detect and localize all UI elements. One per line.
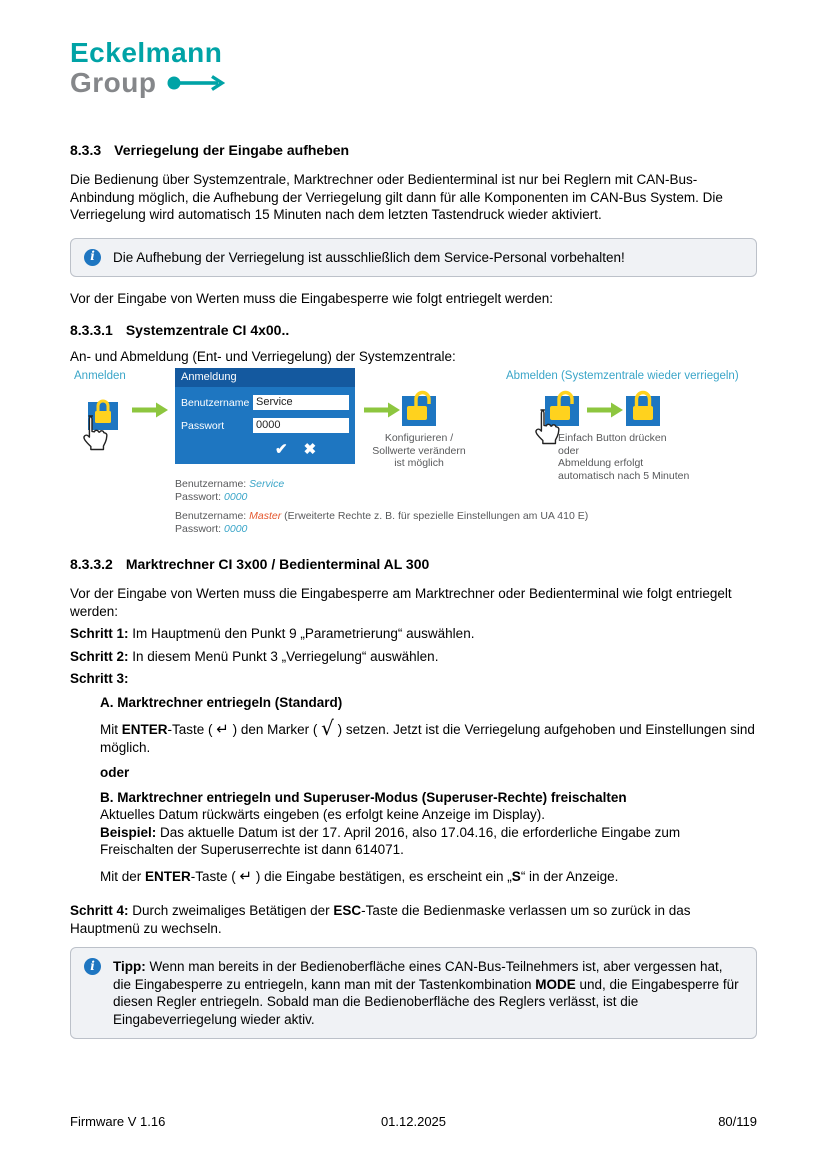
option-a-text: Mit ENTER-Taste ( ↵ ) den Marker ( √ ) setzen. Jetzt ist die Verriegelung aufgehoben und Einstellungen sind möglich.	[100, 716, 755, 755]
unlocked-button-icon	[402, 386, 436, 431]
locked-button-icon	[626, 386, 660, 431]
option-b-text: Aktuelles Datum rückwärts eingeben (es erfolgt keine Anzeige im Display).	[100, 807, 545, 822]
heading-title: Marktrechner CI 3x00 / Bedienterminal AL 300	[125, 556, 430, 572]
heading-8-3-3-2	[70, 556, 757, 572]
option-separator: oder	[100, 765, 130, 780]
configure-caption	[344, 432, 494, 470]
option-a-title: A. Marktrechner entriegeln (Standard)	[100, 694, 343, 710]
caption-line: Einfach Button drücken	[558, 432, 667, 444]
abmelden-caption	[558, 432, 689, 482]
logo-name-text: Eckelmann	[70, 37, 223, 68]
credential-line: Passwort: 0000	[175, 522, 248, 535]
paragraph-833-intro: Die Bedienung über Systemzentrale, Marktrechner oder Bedienterminal ist nur bei Reglern mit CAN-Bus-Anbindung möglich, die Aufhebung der Verriegelung gilt dann für alle Komponenten im CAN-Bus System. Die Verriegelung wird automatisch 15 Minuten nach dem letzten Tastendruck wieder aktiviert.	[70, 172, 723, 222]
login-logout-diagram	[70, 368, 757, 536]
footer-date: 01.12.2025	[380, 1114, 447, 1129]
step-1: Schritt 1: Im Hauptmenü den Punkt 9 „Parametrierung“ auswählen.	[70, 626, 475, 641]
credential-line: Passwort: 0000	[175, 490, 248, 503]
info-box-text: Die Aufhebung der Verriegelung ist ausschließlich dem Service-Personal vorbehalten!	[113, 249, 625, 265]
tip-box	[70, 947, 757, 1039]
heading-8-3-3	[70, 142, 757, 158]
footer-firmware: Firmware V 1.16	[70, 1114, 166, 1129]
password-label: Passwort	[181, 419, 225, 432]
caption-line: Abmeldung erfolgt	[558, 457, 644, 469]
credential-line: Benutzername: Service	[175, 478, 285, 490]
logo-group-text: Group	[70, 67, 157, 98]
dialog-title: Anmeldung	[175, 368, 355, 387]
info-icon: i	[84, 958, 101, 975]
anmelden-label: Anmelden	[74, 370, 126, 382]
caption-line: Sollwerte verändern	[372, 444, 466, 457]
arrow-right-icon	[364, 402, 400, 418]
step-4: Schritt 4: Durch zweimaliges Betätigen der ESC-Taste die Bedienmaske verlassen um so zurück in das Hauptmenü zu wechseln.	[70, 903, 691, 936]
step-2: Schritt 2: In diesem Menü Punkt 3 „Verriegelung“ auswählen.	[70, 648, 439, 664]
heading-title: Systemzentrale CI 4x00..	[125, 321, 290, 338]
paragraph-8332-intro: Vor der Eingabe von Werten muss die Eingabesperre am Marktrechner oder Bedienterminal wie folgt entriegelt werden:	[70, 586, 732, 619]
hand-cursor-icon	[78, 414, 108, 457]
paragraph-8331-intro: An- und Abmeldung (Ent- und Verriegelung) der Systemzentrale:	[70, 348, 456, 364]
cancel-button-icon: ✖	[303, 441, 317, 458]
page-footer	[70, 1114, 757, 1129]
arrow-right-icon	[132, 402, 168, 418]
confirm-button-icon: ✔	[275, 441, 288, 458]
info-icon: i	[84, 249, 101, 266]
heading-number: 8.3.3	[70, 142, 102, 158]
anmeldung-dialog	[175, 368, 355, 464]
eckelmann-logo	[70, 38, 757, 98]
caption-line: automatisch nach 5 Minuten	[558, 469, 690, 482]
hand-cursor-icon	[530, 408, 560, 451]
arrow-right-icon	[587, 402, 623, 418]
logo-arrow-icon	[167, 74, 225, 92]
username-input: Service	[253, 395, 349, 410]
option-b-title: B. Marktrechner entriegeln und Superuser-Modus (Superuser-Rechte) freischalten	[100, 789, 627, 805]
abmelden-label: Abmelden (Systemzentrale wieder verriegeln)	[506, 370, 739, 382]
footer-page-number: 80/119	[718, 1114, 757, 1129]
option-b-example: Beispiel: Das aktuelle Datum ist der 17. April 2016, also 17.04.16, die erforderliche Eingabe zum Freischalten der Superuserrechte ist dann 614071.	[100, 824, 681, 857]
heading-number: 8.3.3.1	[70, 321, 113, 338]
step-3: Schritt 3:	[70, 671, 129, 686]
heading-8-3-3-1	[70, 322, 757, 338]
caption-line: oder	[558, 444, 580, 457]
step-3-options	[100, 694, 757, 886]
paragraph-unlock-intro: Vor der Eingabe von Werten muss die Eingabesperre wie folgt entriegelt werden:	[70, 291, 554, 306]
info-box-service	[70, 238, 757, 278]
option-b-confirm: Mit der ENTER-Taste ( ↵ ) die Eingabe bestätigen, es erscheint ein „S“ in der Anzeige.	[100, 866, 619, 885]
heading-title: Verriegelung der Eingabe aufheben	[114, 142, 350, 158]
username-label: Benutzername	[181, 396, 250, 409]
heading-number: 8.3.3.2	[70, 556, 113, 572]
caption-line: ist möglich	[394, 457, 444, 469]
password-input: 0000	[253, 418, 349, 433]
credentials-caption	[175, 478, 735, 535]
caption-line: Konfigurieren /	[384, 432, 454, 444]
tip-box-text: Tipp: Wenn man bereits in der Bedienoberfläche eines CAN-Bus-Teilnehmers ist, aber vergessen hat, die Eingabesperre zu entriegeln, kann man mit der Tastenkombination MODE und, die Eingabesperre für diesen Regler entriegeln. Sobald man die Bedienoberfläche des Reglers verlässt, ist die Eingabeverriegelung wieder aktiv.	[113, 959, 739, 1027]
credential-line: Benutzername: Master (Erweiterte Rechte z. B. für spezielle Einstellungen am UA 410 E)	[175, 510, 589, 522]
